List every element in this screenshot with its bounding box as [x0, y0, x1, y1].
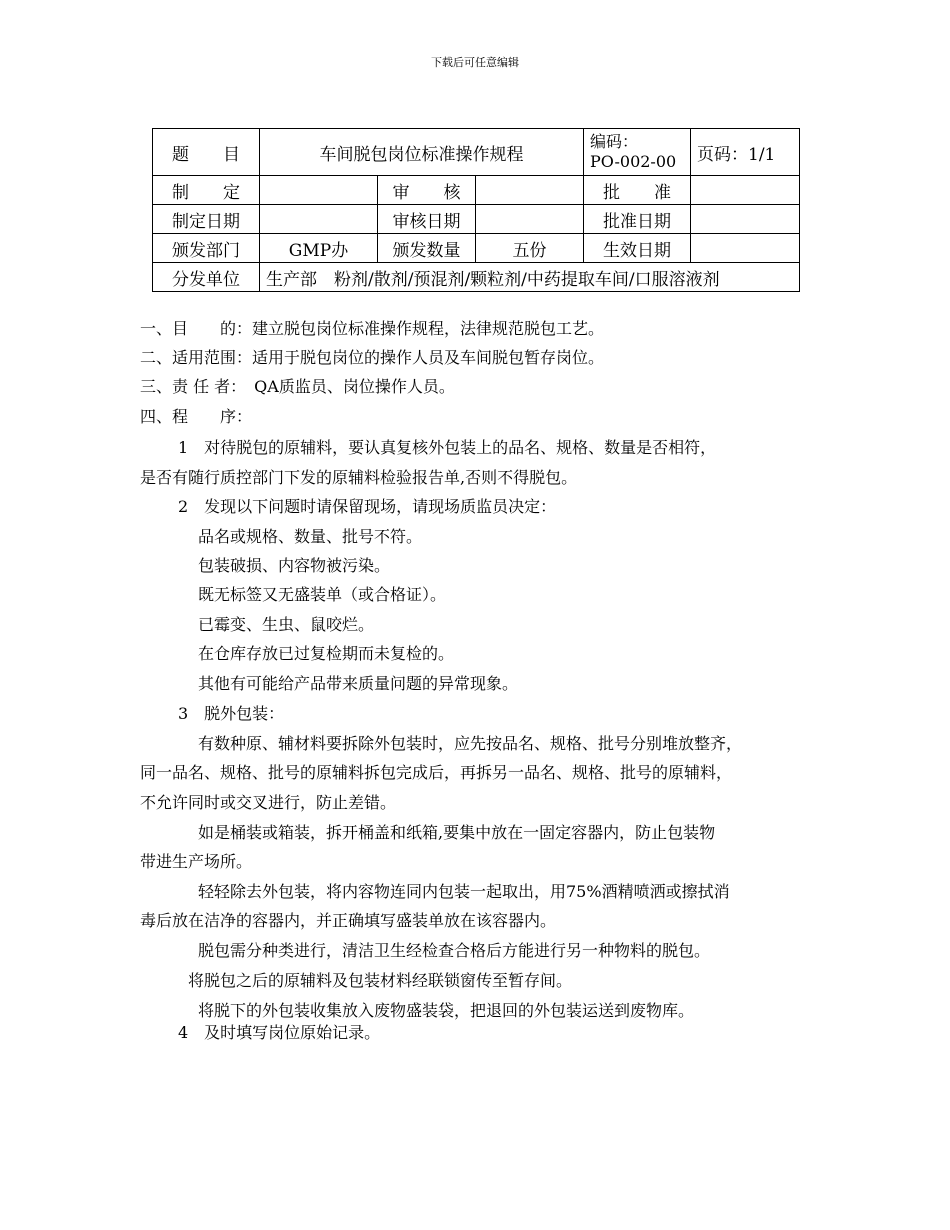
- document-header-table: [152, 128, 800, 292]
- approve-date-label: 批准日期: [584, 205, 691, 234]
- section-procedure: 四、程 序：: [140, 407, 253, 426]
- step-3-para: 如是桶装或箱装，拆开桶盖和纸箱,要集中放在一固定容器内，防止包装物: [198, 823, 716, 842]
- code-value: PO-002-00: [590, 152, 677, 171]
- header-row-signoff: [153, 176, 800, 205]
- effective-date-label: 生效日期: [584, 234, 691, 263]
- review-date-value: [476, 205, 584, 234]
- step-3-para-cont: 同一品名、规格、批号的原辅料拆包完成后，再拆另一品名、规格、批号的原辅料，: [140, 763, 733, 782]
- code-label: 编码：: [590, 132, 639, 151]
- issue-dept-value: GMP办: [260, 234, 378, 263]
- header-row-title: [153, 129, 800, 176]
- review-label: 审 核: [378, 176, 476, 205]
- step-1-cont: 是否有随行质控部门下发的原辅料检验报告单,否则不得脱包。: [140, 468, 578, 487]
- step-3-para: 将脱包之后的原辅料及包装材料经联锁窗传至暂存间。: [188, 971, 573, 990]
- step-3-para: 轻轻除去外包装，将内容物连同内包装一起取出，用75%酒精喷洒或擦拭消: [198, 882, 730, 901]
- section-purpose: 一、目 的：建立脱包岗位标准操作规程，法律规范脱包工艺。: [140, 319, 605, 338]
- issue-item: 包装破损、内容物被污染。: [198, 556, 391, 575]
- issue-item: 在仓库存放已过复检期而未复检的。: [198, 644, 455, 663]
- distribution-value: 生产部 粉剂/散剂/预混剂/颗粒剂/中药提取车间/口服溶液剂: [260, 263, 800, 292]
- step-3-para: 将脱下的外包装收集放入废物盛装袋，把退回的外包装运送到废物库。: [198, 1001, 695, 1020]
- effective-date-value: [691, 234, 800, 263]
- step-3-para-cont: 带进生产场所。: [140, 852, 253, 871]
- approve-label: 批 准: [584, 176, 691, 205]
- review-value: [476, 176, 584, 205]
- issue-item: 其他有可能给产品带来质量问题的异常现象。: [198, 674, 519, 693]
- step-4: 4 及时填写岗位原始记录。: [178, 1023, 381, 1042]
- header-row-distribution: [153, 263, 800, 292]
- step-3-para: 有数种原、辅材料要拆除外包装时，应先按品名、规格、批号分别堆放整齐，: [198, 734, 743, 753]
- step-3-para: 脱包需分种类进行，清洁卫生经检查合格后方能进行另一种物料的脱包。: [198, 941, 711, 960]
- page-number: 页码：1/1: [691, 129, 800, 176]
- made-date-value: [260, 205, 378, 234]
- issue-qty-value: 五份: [476, 234, 584, 263]
- step-3-para-cont: 不允许同时或交叉进行，防止差错。: [140, 793, 397, 812]
- issue-dept-label: 颁发部门: [153, 234, 260, 263]
- section-responsible: 三、责 任 者： QA质监员、岗位操作人员。: [140, 377, 455, 396]
- review-date-label: 审核日期: [378, 205, 476, 234]
- title-label: 题 目: [153, 129, 260, 176]
- distribution-label: 分发单位: [153, 263, 260, 292]
- approve-date-value: [691, 205, 800, 234]
- watermark-text: 下载后可任意编辑: [431, 56, 519, 69]
- header-row-dates: [153, 205, 800, 234]
- step-2: 2 发现以下问题时请保留现场，请现场质监员决定：: [178, 497, 557, 516]
- document-code-cell: [584, 129, 691, 176]
- made-by-value: [260, 176, 378, 205]
- step-3-para-cont: 毒后放在洁净的容器内，并正确填写盛装单放在该容器内。: [140, 911, 557, 930]
- document-title: 车间脱包岗位标准操作规程: [260, 129, 584, 176]
- section-scope: 二、适用范围：适用于脱包岗位的操作人员及车间脱包暂存岗位。: [140, 348, 605, 367]
- issue-qty-label: 颁发数量: [378, 234, 476, 263]
- issue-item: 品名或规格、数量、批号不符。: [198, 527, 423, 546]
- step-3: 3 脱外包装：: [178, 704, 285, 723]
- issue-item: 已霉变、生虫、鼠咬烂。: [198, 615, 375, 634]
- approve-value: [691, 176, 800, 205]
- step-1: 1 对待脱包的原辅料，要认真复核外包装上的品名、规格、数量是否相符，: [178, 438, 717, 457]
- issue-item: 既无标签又无盛装单（或合格证）。: [198, 585, 447, 604]
- made-date-label: 制定日期: [153, 205, 260, 234]
- header-row-issue: [153, 234, 800, 263]
- made-by-label: 制 定: [153, 176, 260, 205]
